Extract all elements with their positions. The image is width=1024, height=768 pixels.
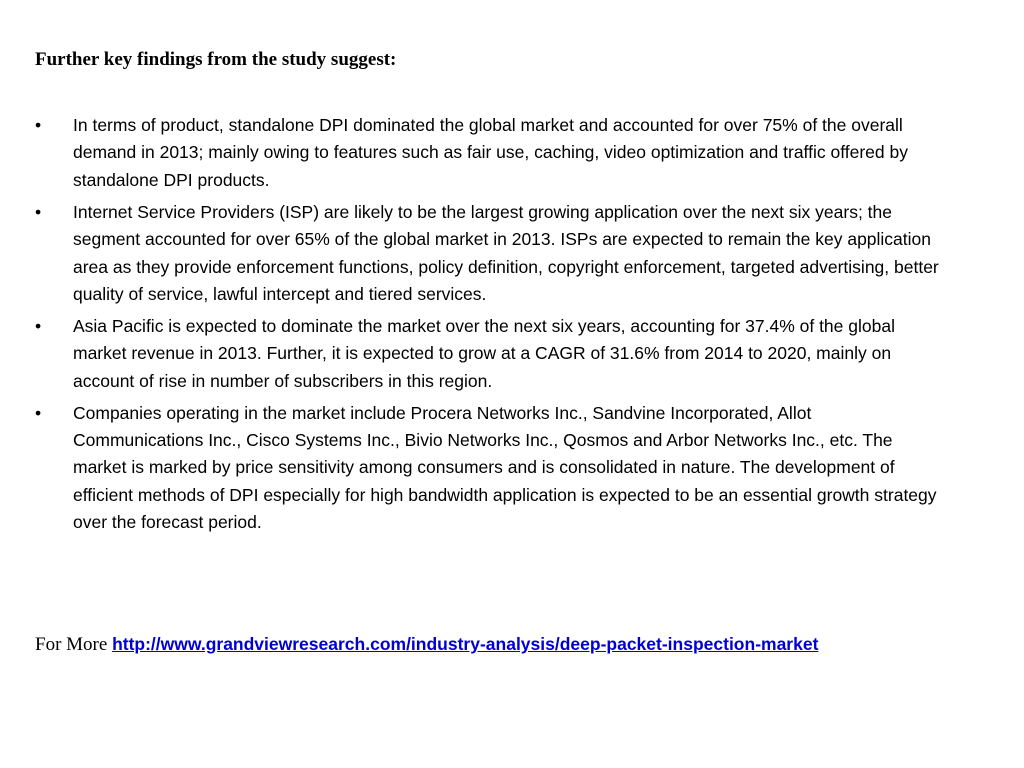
for-more-label: For More <box>35 634 113 655</box>
findings-list <box>35 112 940 541</box>
list-item-text: Companies operating in the market include Procera Networks Inc., Sandvine Incorporated, Allot Communications Inc., Cisco Systems Inc., Bivio Networks Inc., Qosmos and Arbor Networks Inc., etc. The market is marked by price sensitivity among consumers and is consolidated in nature. The development of efficient methods of DPI especially for high bandwidth application is expected to be an essential growth strategy over the forecast period. <box>73 402 937 533</box>
bullet-icon: • <box>35 115 42 135</box>
list-item-text: Asia Pacific is expected to dominate the market over the next six years, accounting for 37.4% of the global market revenue in 2013. Further, it is expected to grow at a CAGR of 31.6% from 2014 to 2020, mainly on account of rise in number of subscribers in this region. <box>73 315 895 391</box>
for-more-line <box>35 631 973 658</box>
report-link[interactable]: http://www.grandviewresearch.com/industry-analysis/deep-packet-inspection-market <box>112 634 819 654</box>
list-item <box>35 112 940 194</box>
list-item-text: In terms of product, standalone DPI dominated the global market and accounted for over 75% of the overall demand in 2013; mainly owing to features such as fair use, caching, video optimization and traffic offered by standalone DPI products. <box>73 115 908 190</box>
list-item-text: Internet Service Providers (ISP) are likely to be the largest growing application over the next six years; the segment accounted for over 65% of the global market in 2013. ISPs are expected to remain the key application area as they provide enforcement functions, policy definition, copyright enforcement, targeted advertising, better quality of service, lawful intercept and tiered services. <box>73 201 939 304</box>
list-item <box>35 199 940 309</box>
list-item <box>35 400 940 537</box>
bullet-icon: • <box>35 201 42 222</box>
list-item <box>35 313 940 395</box>
bullet-icon: • <box>35 402 42 423</box>
bullet-icon: • <box>35 315 42 336</box>
findings-heading: Further key findings from the study suggest: <box>35 49 397 70</box>
